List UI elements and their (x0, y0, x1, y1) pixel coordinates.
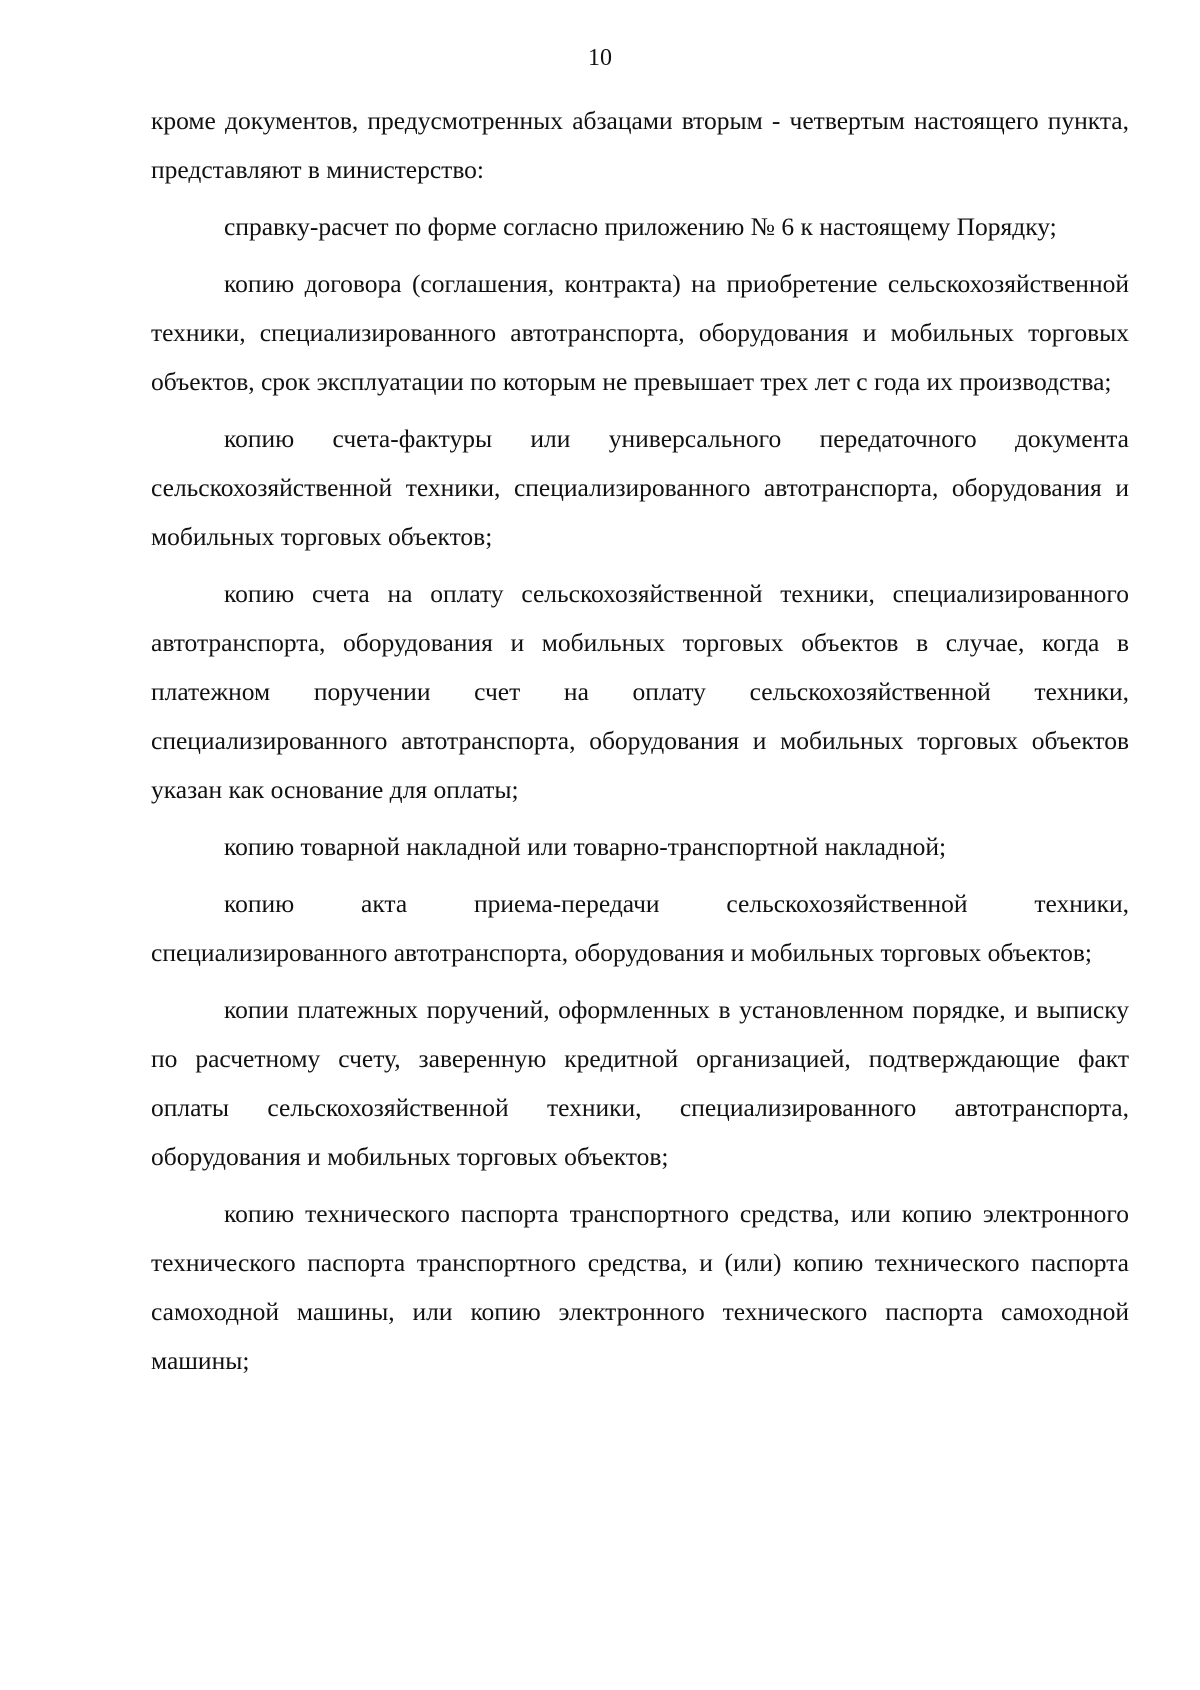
paragraph-payment-bill-copy: копию счета на оплату сельскохозяйственной техники, специализированного автотранспорта, оборудования и мобильных торговых объектов в случае, когда в платежном поручении счет на оплату сельскохозяйственной техники, специализированного автотранспорта, оборудования и мобильных торговых объектов указан как основание для оплаты; (151, 579, 1129, 804)
paragraph-invoice-copy: копию счета-фактуры или универсального передаточного документа сельскохозяйственной техники, специализированного автотранспорта, оборудования и мобильных торговых объектов; (151, 424, 1129, 551)
paragraph-calculation-certificate: справку-расчет по форме согласно приложению № 6 к настоящему Порядку; (224, 212, 1057, 241)
paragraph-technical-passport: копию технического паспорта транспортного средства, или копию электронного технического паспорта транспортного средства, и (или) копию технического паспорта самоходной машины, или копию электронного технического паспорта самоходной машины; (151, 1199, 1129, 1375)
paragraph-payment-orders: копии платежных поручений, оформленных в установленном порядке, и выписку по расчетному счету, заверенную кредитной организацией, подтверждающие факт оплаты сельскохозяйственной техники, специализированного автотранспорта, оборудования и мобильных торговых объектов; (151, 995, 1129, 1171)
paragraph-acceptance-act-copy: копию акта приема-передачи сельскохозяйственной техники, специализированного автотранспорта, оборудования и мобильных торговых объектов; (151, 889, 1129, 967)
page-number: 10 (588, 45, 612, 71)
paragraph-contract-copy: копию договора (соглашения, контракта) на приобретение сельскохозяйственной техники, специализированного автотранспорта, оборудования и мобильных торговых объектов, срок эксплуатации по которым не превышает трех лет с года их производства; (151, 269, 1129, 396)
paragraph-intro: кроме документов, предусмотренных абзацами вторым - четвертым настоящего пункта, представляют в министерство: (151, 106, 1129, 184)
document-body (151, 96, 1129, 1393)
paragraph-waybill-copy: копию товарной накладной или товарно-транспортной накладной; (224, 832, 947, 861)
